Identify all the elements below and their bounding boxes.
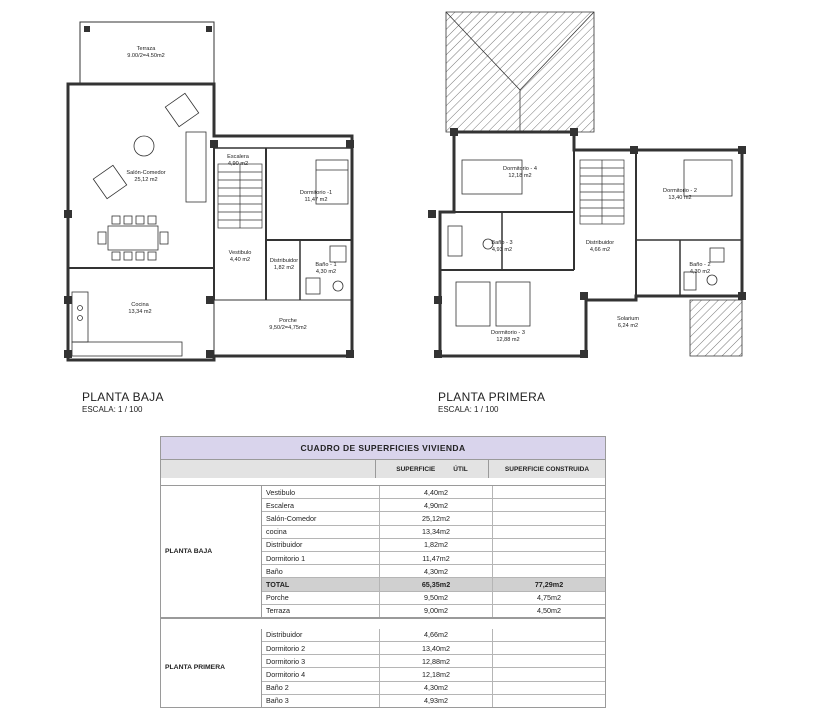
table-cell-useful: 4,30m2 [379,682,492,694]
table-group-label: PLANTA PRIMERA [161,629,262,707]
table-cell-useful: 4,30m2 [379,565,492,577]
table-cell-name: Dormitorio 3 [266,656,306,666]
table-cell-built [492,499,605,511]
table-cell-name: Baño [266,566,283,576]
table-cell-name: Baño 2 [266,683,289,693]
room-label-escalera: Escalera 4,90 m2 [227,154,249,167]
table-cell-useful: 4,40m2 [379,486,492,498]
table-cell-name: Distribuidor [266,630,303,640]
table-cell-useful: 1,82m2 [379,539,492,551]
table-cell-useful: 4,66m2 [379,629,492,641]
table-cell-built [492,565,605,577]
room-label-distribuidor: Distribuidor 1,82 m2 [269,258,299,271]
table-row [262,605,605,617]
table-group [160,485,606,618]
table-groups [160,485,606,708]
col-useful-header: SUPERFICIE ÚTIL [375,460,488,478]
first-plan-title: PLANTA PRIMERA [438,390,546,404]
table-cell-name: Dormitorio 1 [266,553,306,563]
room-label-bano-1: Baño - 1 4,30 m2 [315,262,337,275]
table-cell-useful: 65,35m2 [379,578,492,590]
table-cell-name: TOTAL [266,579,290,589]
table-cell-useful: 12,88m2 [379,655,492,667]
table-cell-name: Porche [266,593,289,603]
room-label-dormitorio-2: Dormitorio - 2 13,40 m2 [663,188,697,201]
table-row [262,592,605,605]
first-floor-plan [428,12,746,358]
room-label-dormitorio-4: Dormitorio - 4 12,18 m2 [503,166,537,179]
table-cell-useful: 4,90m2 [379,499,492,511]
room-label-solarium: Solarium 6,24 m2 [616,316,640,329]
table-title: CUADRO DE SUPERFICIES VIVIENDA [160,436,606,460]
table-row [262,629,605,642]
ground-plan-scale: ESCALA: 1 / 100 [82,405,143,414]
col-built-header: SUPERFICIE CONSTRUIDA [488,460,605,478]
table-cell-useful: 11,47m2 [379,552,492,564]
first-plan-scale: ESCALA: 1 / 100 [438,405,499,414]
table-group [160,629,606,708]
table-cell-built [492,512,605,524]
ground-plan-title: PLANTA BAJA [82,390,164,404]
room-label-vestibulo: Vestibulo 4,40 m2 [228,250,252,263]
table-cell-built [492,695,605,707]
table-cell-name: Dormitorio 4 [266,670,306,680]
stairs-ground [218,164,262,228]
table-cell-built [492,655,605,667]
table-cell-name: cocina [266,527,287,537]
table-cell-built [492,642,605,654]
room-label-bano-3: Baño - 3 4,93 m2 [491,240,513,253]
table-cell-useful: 9,50m2 [379,592,492,604]
furniture-ground [72,93,348,356]
room-label-cocina: Cocina 13,34 m2 [128,302,152,315]
ground-outer-walls [68,84,352,360]
table-cell-name: Salón-Comedor [266,513,317,523]
table-row [262,565,605,578]
table-row [262,512,605,525]
room-label-dormitorio-3: Dormitorio - 3 12,88 m2 [491,330,525,343]
table-cell-useful: 9,00m2 [379,605,492,617]
table-row [262,499,605,512]
table-cell-built: 77,29m2 [492,578,605,590]
table-row [262,486,605,499]
table-row [262,668,605,681]
table-cell-useful: 12,18m2 [379,668,492,680]
table-row [262,526,605,539]
table-cell-built: 4,75m2 [492,592,605,604]
room-label-distribuidor-1p: Distribuidor 4,66 m2 [585,240,615,253]
table-cell-name: Terraza [266,606,290,616]
table-cell-built [492,682,605,694]
table-row [262,682,605,695]
table-cell-useful: 13,40m2 [379,642,492,654]
table-row [262,642,605,655]
table-cell-name: Baño 3 [266,696,289,706]
table-column-headers [160,460,606,478]
room-label-bano-2: Baño - 2 4,30 m2 [689,262,711,275]
table-cell-built [492,668,605,680]
table-cell-built: 4,50m2 [492,605,605,617]
table-row [262,655,605,668]
stairs-first [580,160,624,224]
table-cell-name: Vestibulo [266,487,296,497]
table-cell-useful: 13,34m2 [379,526,492,538]
surface-table [160,436,606,708]
table-row [262,695,605,707]
table-row [262,552,605,565]
table-cell-name: Escalera [266,500,294,510]
room-label-dormitorio-1: Dormitorio -1 11,47 m2 [299,190,333,203]
table-row [262,539,605,552]
table-group-label: PLANTA BAJA [161,486,262,617]
table-cell-name: Dormitorio 2 [266,643,306,653]
room-label-terraza: Terraza 9.00/2=4.50m2 [127,46,165,59]
table-cell-built [492,539,605,551]
table-cell-built [492,552,605,564]
table-cell-built [492,486,605,498]
table-cell-useful: 4,93m2 [379,695,492,707]
room-label-porche: Porche 9,50/2=4,75m2 [269,318,307,331]
table-cell-built [492,629,605,641]
room-label-salon: Salón-Comedor 25,12 m2 [126,170,166,183]
table-cell-name: Distribuidor [266,540,303,550]
table-cell-useful: 25,12m2 [379,512,492,524]
table-total-row [262,578,605,591]
roof-side [690,300,742,356]
table-cell-built [492,526,605,538]
